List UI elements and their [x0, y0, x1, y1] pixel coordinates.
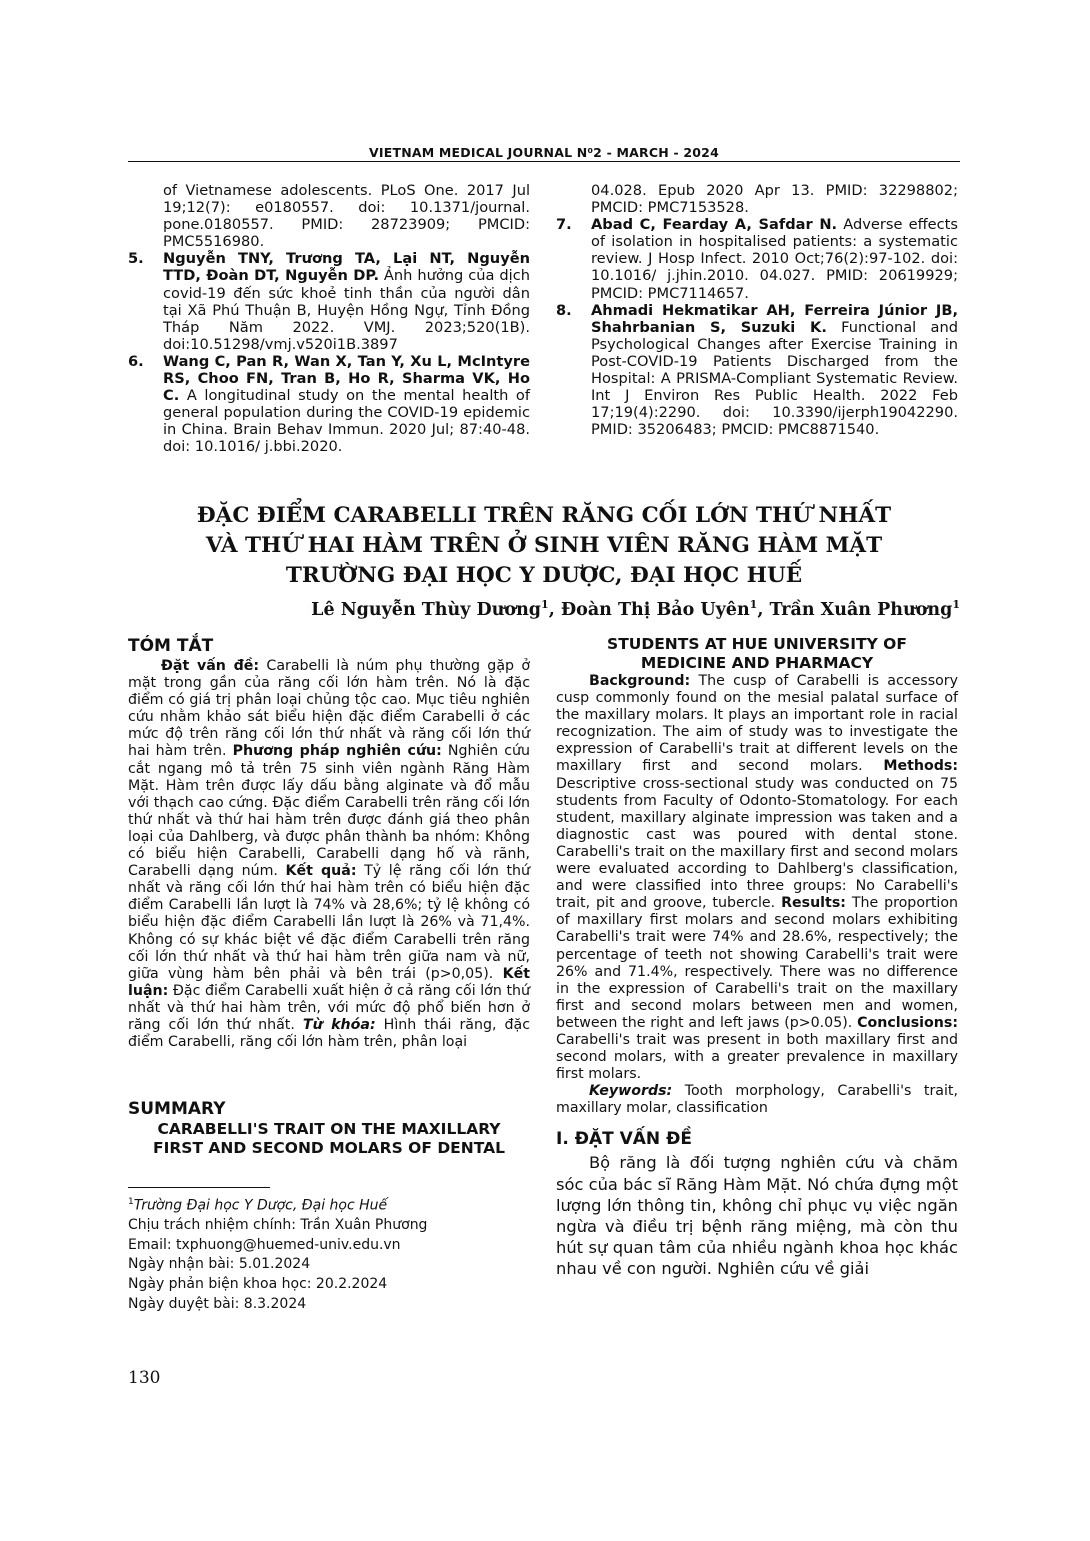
summary-text: The proportion of maxillary first molars and second molars exhibiting Carabelli's trait were 74% and 28.6%, respectively; the percentage of teeth not showing Carabelli's trait were 26% and 71.4%, respectively. There was no difference in the expression of Carabelli's trait on the maxillary first and second molars between men and women, between the right and left jaws (p>0.05). — [556, 895, 959, 1031]
reference-continuation: 04.028. Epub 2020 Apr 13. PMID: 32298802; PMCID: PMC7153528. — [591, 182, 958, 217]
footnote-line: Ngày phản biện khoa học: 20.2.2024 — [128, 1276, 388, 1293]
section-heading-intro: I. ĐẶT VẤN ĐỀ — [556, 1129, 692, 1150]
reference-authors: Nguyễn TNY, Trương TA, Lại NT, Nguyễn TTD, Đoàn DT, Nguyễn DP. — [163, 250, 530, 285]
footnote-affiliation-text: Trường Đại học Y Dược, Đại học Huế — [133, 1197, 388, 1214]
author-name: Đoàn Thị Bảo Uyên — [560, 599, 750, 620]
author-list — [311, 598, 960, 620]
footnote-line: Ngày nhận bài: 5.01.2024 — [128, 1256, 311, 1273]
summary-title-line: CARABELLI'S TRAIT ON THE MAXILLARY — [157, 1120, 501, 1138]
references-right — [556, 182, 958, 438]
summary-title-line: FIRST AND SECOND MOLARS OF DENTAL — [153, 1139, 505, 1157]
author-affiliation-sup: 1 — [541, 598, 549, 611]
abstract-vi — [128, 636, 530, 1051]
header-rule — [128, 161, 960, 162]
abstract-label: Phương pháp nghiên cứu: — [232, 743, 442, 760]
author-affiliation-sup: 1 — [952, 598, 960, 611]
reference-8 — [556, 302, 958, 439]
keywords-label: Keywords: — [589, 1083, 673, 1100]
footnote-line: Chịu trách nhiệm chính: Trần Xuân Phương — [128, 1217, 428, 1234]
summary-title-part1 — [128, 1120, 530, 1158]
reference-text: Functional and Psychological Changes after Exercise Training in Post-COVID-19 Patients Discharged from the Hospital: A PRISMA-Compliant Systematic Review. Int J Environ Res Public Health. 2022 Feb 17;19(4):2290. doi: 10.3390/ijerph19042290. PMID: 35206483; PMCID: PMC8871540. — [591, 318, 958, 439]
reference-6 — [128, 353, 530, 456]
abstract-label: Đặt vấn đề: — [161, 658, 260, 674]
reference-number: 6. — [128, 352, 144, 370]
author-affiliation-sup: 1 — [749, 598, 758, 611]
journal-header: VIETNAM MEDICAL JOURNAL N⁰2 - MARCH - 2024 — [369, 145, 719, 160]
summary-text: Descriptive cross-sectional study was conducted on 75 students from Faculty of Odonto-Stomatology. For each student, maxillary alginate impression was taken and a diagnostic cast was poured with dental stone. Carabelli's trait on the maxillary first and second molars were evaluated according to Dahlberg's classification, and were classified into three groups: No Carabelli's trait, pit and groove, tubercle. — [556, 775, 958, 912]
abstract-text: Tỷ lệ răng cối lớn thứ nhất và răng cối lớn thứ hai hàm trên có biểu hiện đặc điểm Carabelli lần lượt là 74% và 28,6%; tỷ lệ không có biểu hiện đặc điểm Carabelli lần lượt là 26% và 71,4%. Không có sự khác biệt về đặc điểm Carabelli trên răng cối lớn thứ nhất và thứ hai hàm trên giữa nam và nữ, giữa vùng hàm bên phải và bên trái (p>0,05). — [128, 863, 531, 982]
reference-text: Adverse effects of isolation in hospitalised patients: a systematic review. J Hosp Infect. 2010 Oct;76(2):97-102. doi: 10.1016/ j.jhin.2010. 04.027. PMID: 20619929; PMCID: PMC7114657. — [591, 216, 958, 302]
references-left — [128, 182, 530, 456]
summary-title-part2 — [556, 635, 958, 673]
article-title — [128, 501, 960, 591]
summary-label: Methods: — [883, 758, 958, 775]
keywords-label: Từ khóa: — [302, 1016, 376, 1033]
abstract-text: Carabelli là núm phụ thường gặp ở mặt trong gần của răng cối lớn hàm trên. Nó là đặc điểm có giá trị phân loại chủng tộc cao. Mục tiêu nghiên cứu nhằm khảo sát biểu hiện đặc điểm Carabelli ở các mức độ trên răng cối lớn thứ nhất và răng cối lớn thứ hai hàm trên. — [128, 658, 531, 760]
summary-label: Results: — [781, 895, 846, 912]
title-line-1: ĐẶC ĐIỂM CARABELLI TRÊN RĂNG CỐI LỚN THỨ NHẤT — [196, 503, 892, 528]
footnote — [128, 1193, 530, 1314]
summary-label: Conclusions: — [857, 1014, 958, 1031]
footnote-line: Email: txphuong@huemed-univ.edu.vn — [128, 1236, 401, 1253]
reference-text: Ảnh hưởng của dịch covid-19 đến sức khoẻ tinh thần của người dân tại Xã Phú Thuận B, Huyện Hồng Ngự, Tỉnh Đồng Tháp Năm 2022. VMJ. 2023;520(1B). doi:10.51298/vmj.v520i1B.3897 — [163, 267, 530, 353]
reference-continuation: of Vietnamese adolescents. PLoS One. 2017 Jul 19;12(7): e0180557. doi: 10.1371/journal. pone.0180557. PMID: 28723909; PMCID: PMC5516980. — [163, 182, 530, 251]
author-separator: , — [548, 599, 561, 620]
footnote-line: Ngày duyệt bài: 8.3.2024 — [128, 1295, 307, 1312]
footnote-rule — [128, 1187, 270, 1188]
summary-title-line: STUDENTS AT HUE UNIVERSITY OF — [607, 635, 907, 653]
summary-body — [556, 673, 958, 1083]
keywords-text: Hình thái răng, đặc điểm Carabelli, răng cối lớn hàm trên, phân loại — [128, 1016, 531, 1051]
footnote-sup: 1 — [128, 1197, 134, 1207]
abstract-label: Kết quả: — [285, 863, 357, 880]
author-separator: , — [757, 599, 770, 620]
summary-title-line: MEDICINE AND PHARMACY — [640, 654, 874, 672]
abstract-label: Kết luận: — [128, 965, 530, 999]
summary-text: The cusp of Carabelli is accessory cusp commonly found on the mesial palatal surface of the maxillary molars. It plays an important role in racial recognization. The aim of study was to investigate the expression of Carabelli's trait at different levels on the maxillary first and second molars. — [556, 673, 958, 775]
abstract-text: Nghiên cứu cắt ngang mô tả trên 75 sinh viên ngành Răng Hàm Mặt. Hàm trên được lấy dấu bằng alginate và đổ mẫu với thạch cao cứng. Đặc điểm Carabelli trên răng cối lớn thứ nhất và thứ hai hàm trên được đánh giá theo phân loại của Dahlberg, và được phân thành ba nhóm: Không có biểu hiện Carabelli, Carabelli dạng hố và rãnh, Carabelli dạng núm. — [128, 743, 530, 880]
summary-block — [128, 1099, 530, 1158]
reference-number: 7. — [556, 216, 572, 234]
reference-7 — [556, 216, 958, 301]
reference-authors: Ahmadi Hekmatikar AH, Ferreira Júnior JB, Shahrbanian S, Suzuki K. — [591, 301, 958, 336]
summary-label: Background: — [589, 673, 691, 689]
author-name: Lê Nguyễn Thùy Dương — [311, 599, 542, 620]
intro-paragraph: Bộ răng là đối tượng nghiên cứu và chăm sóc của bác sĩ Răng Hàm Mặt. Nó chứa đựng một lượng lớn thông tin, không chỉ phục vụ việc ngăn ngừa và điều trị bệnh răng miệng, mà còn thu hút sự quan tâm của nhiều ngành khoa học khác nhau về con người. Nghiên cứu về giải — [556, 1153, 958, 1279]
summary-text: Carabelli's trait was present in both maxillary first and second molars, with a greater prevalence in maxillary first molars. — [556, 1031, 958, 1083]
reference-authors: Abad C, Fearday A, Safdar N. — [591, 216, 838, 234]
title-line-3: TRƯỜNG ĐẠI HỌC Y DƯỢC, ĐẠI HỌC HUẾ — [285, 563, 803, 588]
abstract-vi-body — [128, 658, 530, 1051]
reference-5 — [128, 250, 530, 353]
summary-keywords — [556, 1083, 958, 1117]
reference-number: 8. — [556, 301, 572, 319]
title-line-2: VÀ THỨ HAI HÀM TRÊN Ở SINH VIÊN RĂNG HÀM MẶT — [205, 533, 883, 558]
abstract-vi-heading: TÓM TẮT — [128, 636, 214, 656]
footnote-affiliation — [128, 1193, 530, 1216]
abstract-text: Đặc điểm Carabelli xuất hiện ở cả răng cối lớn thứ nhất và thứ hai hàm trên, với mức độ phổ biến hơn ở răng cối lớn thứ nhất. — [128, 982, 530, 1033]
author-name: Trần Xuân Phương — [769, 599, 953, 620]
page-number: 130 — [128, 1368, 161, 1388]
reference-number: 5. — [128, 250, 144, 268]
reference-text: A longitudinal study on the mental health of general population during the COVID-19 epidemic in China. Brain Behav Immun. 2020 Jul; 87:40-48. doi: 10.1016/ j.bbi.2020. — [163, 387, 530, 456]
summary-body-column — [556, 635, 958, 1280]
keywords-text: Tooth morphology, Carabelli's trait, maxillary molar, classification — [556, 1083, 958, 1117]
reference-authors: Wang C, Pan R, Wan X, Tan Y, Xu L, McIntyre RS, Choo FN, Tran B, Ho R, Sharma VK, Ho C. — [163, 352, 530, 405]
summary-heading: SUMMARY — [128, 1099, 226, 1119]
